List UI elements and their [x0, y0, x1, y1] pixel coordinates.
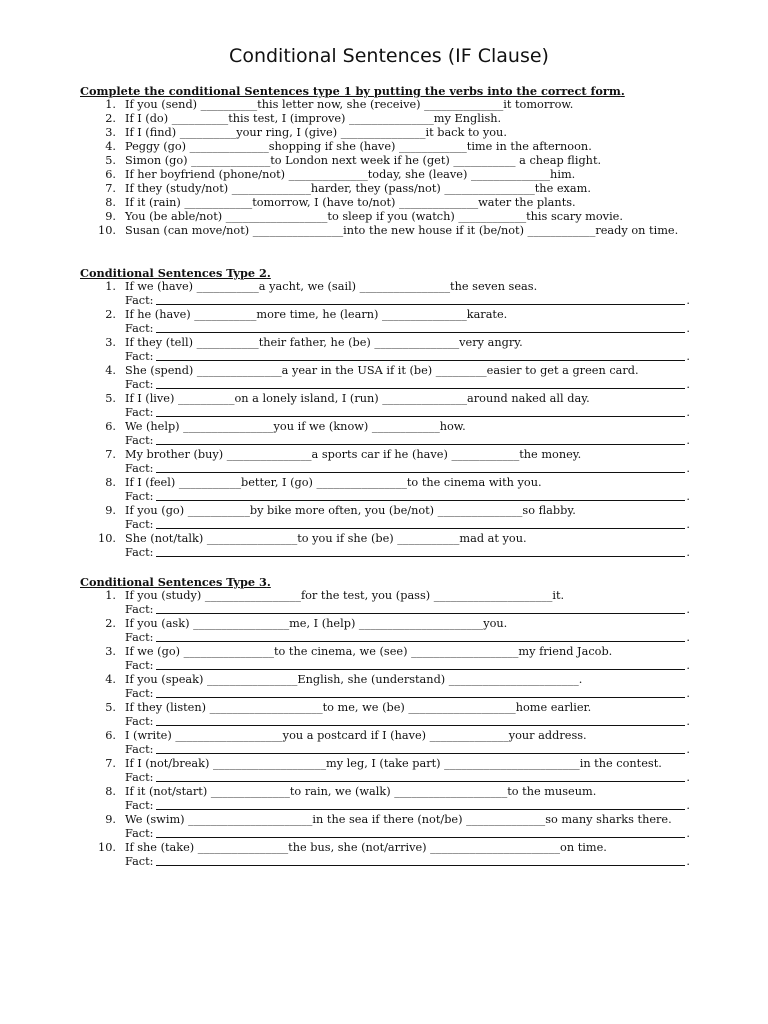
fact-label: Fact: — [125, 546, 154, 559]
item-number: 4. — [105, 673, 116, 686]
item-number: 1. — [105, 98, 116, 111]
item-number: 7. — [105, 757, 116, 770]
fact-line[interactable]: Fact: . — [125, 743, 690, 756]
item-number: 2. — [105, 617, 116, 630]
fact-line[interactable]: Fact: . — [125, 406, 690, 419]
fact-label: Fact: — [125, 434, 154, 447]
exercise-list — [80, 280, 690, 560]
item-number: 3. — [105, 126, 116, 139]
answer-blank[interactable] — [156, 350, 685, 361]
section-type-3 — [80, 575, 690, 869]
answer-blank[interactable] — [156, 687, 685, 698]
answer-blank[interactable] — [156, 827, 685, 838]
exercise-item — [80, 729, 690, 757]
exercise-item — [80, 532, 690, 560]
item-number: 7. — [105, 182, 116, 195]
sentence-text: If you (go) ___________by bike more often, you (be/not) _______________so flabby. — [125, 504, 576, 517]
sentence-text: Simon (go) ______________to London next week if he (get) ___________ a cheap flight. — [125, 154, 602, 167]
sentence-text: Susan (can move/not) ________________into the new house if it (be/not) ____________ready on time. — [125, 224, 679, 237]
item-number: 8. — [105, 785, 116, 798]
sentence-text: She (spend) _______________a year in the USA if it (be) _________easier to get a green card. — [125, 364, 639, 377]
exercise-item — [80, 392, 690, 420]
section-heading: Conditional Sentences Type 2. — [80, 266, 271, 280]
exercise-item — [80, 757, 690, 785]
fact-line[interactable]: Fact: . — [125, 771, 690, 784]
exercise-item — [80, 210, 690, 224]
exercise-list — [80, 589, 690, 869]
sentence-text: If we (go) ________________to the cinema, we (see) ___________________my friend Jacob. — [125, 645, 613, 658]
fact-line[interactable]: Fact: . — [125, 462, 690, 475]
fact-label: Fact: — [125, 687, 154, 700]
fact-label: Fact: — [125, 518, 154, 531]
answer-blank[interactable] — [156, 322, 685, 333]
sentence-text: If her boyfriend (phone/not) ______________today, she (leave) ______________him. — [125, 168, 576, 181]
answer-blank[interactable] — [156, 490, 685, 501]
fact-line[interactable]: Fact: . — [125, 490, 690, 503]
exercise-item — [80, 645, 690, 673]
fact-label: Fact: — [125, 799, 154, 812]
fact-line[interactable]: Fact: . — [125, 350, 690, 363]
exercise-item — [80, 98, 690, 112]
answer-blank[interactable] — [156, 603, 685, 614]
item-number: 6. — [105, 168, 116, 181]
fact-label: Fact: — [125, 827, 154, 840]
answer-blank[interactable] — [156, 715, 685, 726]
answer-blank[interactable] — [156, 631, 685, 642]
sentence-text: My brother (buy) _______________a sports car if he (have) ____________the money. — [125, 448, 582, 461]
exercise-item — [80, 504, 690, 532]
item-number: 5. — [105, 701, 116, 714]
sentence-text: We (help) ________________you if we (know) ____________how. — [125, 420, 466, 433]
answer-blank[interactable] — [156, 659, 685, 670]
sentence-text: You (be able/not) __________________to sleep if you (watch) ____________this scary movie. — [125, 210, 623, 223]
fact-label: Fact: — [125, 855, 154, 868]
sentence-text: If they (study/not) ______________harder, they (pass/not) ________________the exam. — [125, 182, 591, 195]
item-number: 2. — [105, 112, 116, 125]
exercise-item — [80, 673, 690, 701]
item-number: 3. — [105, 336, 116, 349]
fact-label: Fact: — [125, 406, 154, 419]
sentence-text: Peggy (go) ______________shopping if she (have) ____________time in the afternoon. — [125, 140, 592, 153]
answer-blank[interactable] — [156, 378, 685, 389]
answer-blank[interactable] — [156, 855, 685, 866]
item-number: 1. — [105, 589, 116, 602]
item-number: 9. — [105, 813, 116, 826]
answer-blank[interactable] — [156, 743, 685, 754]
fact-line[interactable]: Fact: . — [125, 659, 690, 672]
section-heading: Conditional Sentences Type 3. — [80, 575, 271, 589]
item-number: 10. — [98, 532, 116, 545]
item-number: 9. — [105, 504, 116, 517]
sentence-text: If you (ask) _________________me, I (help) ______________________you. — [125, 617, 508, 630]
item-number: 8. — [105, 196, 116, 209]
item-number: 9. — [105, 210, 116, 223]
exercise-item — [80, 701, 690, 729]
exercise-item — [80, 364, 690, 392]
exercise-item — [80, 280, 690, 308]
exercise-item — [80, 336, 690, 364]
exercise-item — [80, 617, 690, 645]
exercise-item — [80, 140, 690, 154]
item-number: 3. — [105, 645, 116, 658]
fact-label: Fact: — [125, 350, 154, 363]
fact-label: Fact: — [125, 743, 154, 756]
exercise-item — [80, 182, 690, 196]
sentence-text: If it (not/start) ______________to rain, we (walk) ____________________to the museum. — [125, 785, 597, 798]
exercise-item — [80, 126, 690, 140]
page-title: Conditional Sentences (IF Clause) — [229, 45, 549, 67]
fact-label: Fact: — [125, 322, 154, 335]
section-type-1 — [80, 84, 690, 238]
fact-line[interactable]: Fact: . — [125, 799, 690, 812]
exercise-item — [80, 154, 690, 168]
sentence-text: If we (have) ___________a yacht, we (sail) ________________the seven seas. — [125, 280, 538, 293]
fact-line[interactable]: Fact: . — [125, 378, 690, 391]
item-number: 6. — [105, 729, 116, 742]
answer-blank[interactable] — [156, 434, 685, 445]
fact-label: Fact: — [125, 771, 154, 784]
sentence-text: If I (feel) ___________better, I (go) ________________to the cinema with you. — [125, 476, 542, 489]
fact-line[interactable]: Fact: . — [125, 434, 690, 447]
sentence-text: If they (tell) ___________their father, he (be) _______________very angry. — [125, 336, 523, 349]
fact-line[interactable]: Fact: . — [125, 322, 690, 335]
sentence-text: If she (take) ________________the bus, she (not/arrive) _______________________on time. — [125, 841, 607, 854]
exercise-item — [80, 476, 690, 504]
exercise-item — [80, 112, 690, 126]
answer-blank[interactable] — [156, 406, 685, 417]
answer-blank[interactable] — [156, 771, 685, 782]
section-heading: Complete the conditional Sentences type 1 by putting the verbs into the correct form. — [80, 84, 625, 98]
exercise-item — [80, 308, 690, 336]
fact-label: Fact: — [125, 715, 154, 728]
answer-blank[interactable] — [156, 462, 685, 473]
sentence-text: If he (have) ___________more time, he (learn) _______________karate. — [125, 308, 508, 321]
item-number: 7. — [105, 448, 116, 461]
fact-label: Fact: — [125, 490, 154, 503]
sentence-text: I (write) ___________________you a postcard if I (have) ______________your address. — [125, 729, 587, 742]
exercise-item — [80, 196, 690, 210]
answer-blank[interactable] — [156, 518, 685, 529]
fact-line[interactable]: Fact: . — [125, 294, 690, 307]
sentence-text: We (swim) ______________________in the sea if there (not/be) ______________so many sharks there. — [125, 813, 672, 826]
fact-line[interactable]: Fact: . — [125, 827, 690, 840]
fact-label: Fact: — [125, 462, 154, 475]
exercise-item — [80, 785, 690, 813]
exercise-item — [80, 420, 690, 448]
fact-line[interactable]: Fact: . — [125, 603, 690, 616]
item-number: 6. — [105, 420, 116, 433]
sentence-text: If I (find) __________your ring, I (give) _______________it back to you. — [125, 126, 507, 139]
exercise-item — [80, 448, 690, 476]
exercise-item — [80, 813, 690, 841]
fact-line[interactable]: Fact: . — [125, 631, 690, 644]
fact-label: Fact: — [125, 603, 154, 616]
sentence-text: If you (send) __________this letter now, she (receive) ______________it tomorrow. — [125, 98, 574, 111]
exercise-item — [80, 841, 690, 869]
sentence-text: If it (rain) ____________tomorrow, I (have to/not) ______________water the plants. — [125, 196, 576, 209]
exercise-list — [80, 98, 690, 238]
sentence-text: She (not/talk) ________________to you if she (be) ___________mad at you. — [125, 532, 527, 545]
item-number: 10. — [98, 841, 116, 854]
answer-blank[interactable] — [156, 294, 685, 305]
fact-label: Fact: — [125, 659, 154, 672]
exercise-item — [80, 589, 690, 617]
section-type-2 — [80, 266, 690, 560]
fact-label: Fact: — [125, 378, 154, 391]
item-number: 4. — [105, 364, 116, 377]
item-number: 10. — [98, 224, 116, 237]
sentence-text: If I (live) __________on a lonely island, I (run) _______________around naked all day. — [125, 392, 590, 405]
item-number: 8. — [105, 476, 116, 489]
item-number: 2. — [105, 308, 116, 321]
fact-line[interactable]: Fact: . — [125, 687, 690, 700]
answer-blank[interactable] — [156, 546, 685, 557]
item-number: 5. — [105, 392, 116, 405]
item-number: 4. — [105, 140, 116, 153]
fact-label: Fact: — [125, 631, 154, 644]
fact-line[interactable]: Fact: . — [125, 715, 690, 728]
item-number: 5. — [105, 154, 116, 167]
exercise-item — [80, 168, 690, 182]
item-number: 1. — [105, 280, 116, 293]
fact-label: Fact: — [125, 294, 154, 307]
sentence-text: If they (listen) ____________________to me, we (be) ___________________home earlier. — [125, 701, 592, 714]
answer-blank[interactable] — [156, 799, 685, 810]
exercise-item — [80, 224, 690, 238]
fact-line[interactable]: Fact: . — [125, 546, 690, 559]
sentence-text: If you (speak) ________________English, she (understand) _______________________. — [125, 673, 583, 686]
sentence-text: If I (not/break) ____________________my leg, I (take part) ________________________in the contest. — [125, 757, 662, 770]
sentence-text: If I (do) __________this test, I (improve) _______________my English. — [125, 112, 502, 125]
fact-line[interactable]: Fact: . — [125, 518, 690, 531]
fact-line[interactable]: Fact: . — [125, 855, 690, 868]
sentence-text: If you (study) _________________for the test, you (pass) _____________________it. — [125, 589, 565, 602]
